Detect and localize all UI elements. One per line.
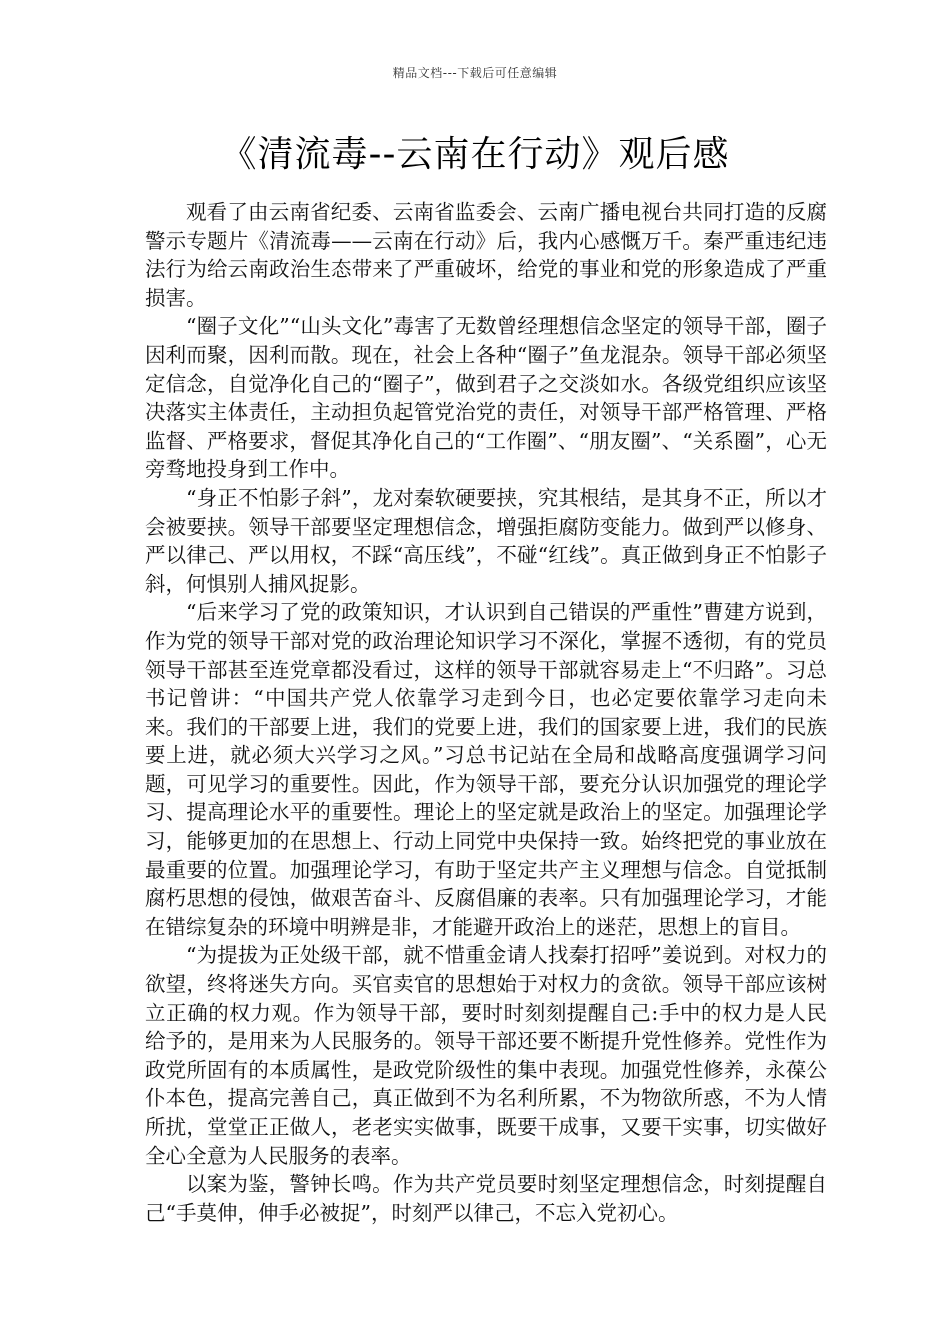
document-body — [145, 198, 827, 1227]
paragraph-6: 以案为鉴，警钟长鸣。作为共产党员要时刻坚定理想信念，时刻提醒自己“手莫伸，伸手必被捉”，时刻严以律己，不忘入党初心。 — [145, 1172, 827, 1225]
paragraph-5: “为提拔为正处级干部，就不惜重金请人找秦打招呼”姜说到。对权力的欲望，终将迷失方向。买官卖官的思想始于对权力的贪欲。领导干部应该树立正确的权力观。作为领导干部，要时时刻刻提醒自己:手中的权力是人民给予的，是用来为人民服务的。领导干部还要不断提升党性修养。党性作为政党所固有的本质属性，是政党阶级性的集中表现。加强党性修养，永葆公仆本色，提高完善自己，真正做到不为名利所累，不为物欲所惑，不为人情所扰，堂堂正正做人，老老实实做事，既要干成事，又要干实事，切实做好全心全意为人民服务的表率。 — [145, 943, 827, 1168]
paragraph-1: 观看了由云南省纪委、云南省监委会、云南广播电视台共同打造的反腐警示专题片《清流毒——云南在行动》后，我内心感慨万千。秦严重违纪违法行为给云南政治生态带来了严重破坏，给党的事业和党的形象造成了严重损害。 — [145, 200, 827, 310]
paragraph-3: “身正不怕影子斜”，龙对秦软硬要挟，究其根结，是其身不正，所以才会被要挟。领导干部要坚定理想信念，增强拒腐防变能力。做到严以修身、严以律己、严以用权，不踩“高压线”，不碰“红线”。真正做到身正不怕影子斜，何惧别人捕风捉影。 — [145, 485, 827, 596]
document-title: 《清流毒--云南在行动》观后感 — [220, 134, 730, 175]
paragraph-2: “圈子文化”“山头文化”毒害了无数曾经理想信念坚定的领导干部，圈子因利而聚，因利而散。现在，社会上各种“圈子”鱼龙混杂。领导干部必须坚定信念，自觉净化自己的“圈子”，做到君子之交淡如水。各级党组织应该坚决落实主体责任，主动担负起管党治党的责任，对领导干部严格管理、严格监督、严格要求，督促其净化自己的“工作圈”、“朋友圈”、“关系圈”，心无旁骛地投身到工作中。 — [145, 314, 827, 482]
header-note: 精品文档---下载后可任意编辑 — [392, 66, 558, 80]
paragraph-4: “后来学习了党的政策知识，才认识到自己错误的严重性”曹建方说到，作为党的领导干部对党的政治理论知识学习不深化，掌握不透彻，有的党员领导干部甚至连党章都没看过，这样的领导干部就容易走上“不归路”。习总书记曾讲：“中国共产党人依靠学习走到今日，也必定要依靠学习走向未来。我们的干部要上进，我们的党要上进，我们的国家要上进，我们的民族要上进，就必须大兴学习之风。”习总书记站在全局和战略高度强调学习问题，可见学习的重要性。因此，作为领导干部，要充分认识加强党的理论学习、提高理论水平的重要性。理论上的坚定就是政治上的坚定。加强理论学习，能够更加的在思想上、行动上同党中央保持一致。始终把党的事业放在最重要的位置。加强理论学习，有助于坚定共产主义理想与信念。自觉抵制腐朽思想的侵蚀，做艰苦奋斗、反腐倡廉的表率。只有加强理论学习，才能在错综复杂的环境中明辨是非，才能避开政治上的迷茫，思想上的盲目。 — [145, 600, 827, 939]
